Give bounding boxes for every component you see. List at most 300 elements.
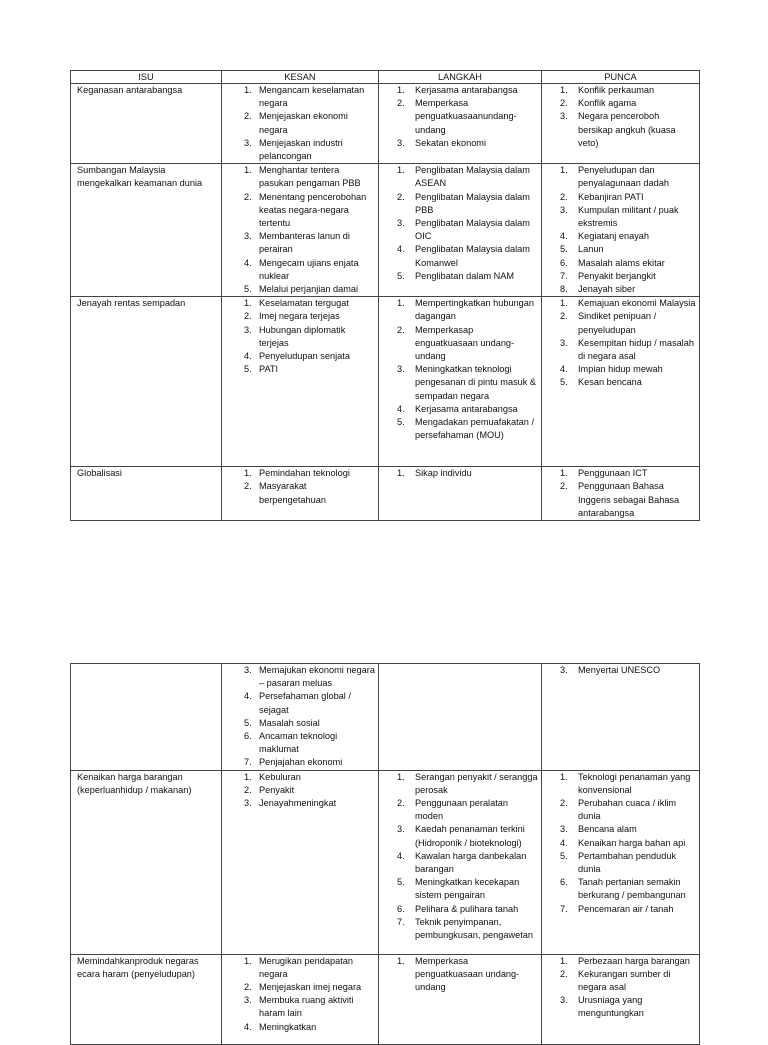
list-item xyxy=(545,191,696,204)
list-item xyxy=(545,467,696,480)
table-row xyxy=(71,664,700,771)
list-item xyxy=(545,204,696,230)
list-item xyxy=(225,981,375,994)
numbered-list xyxy=(225,664,375,770)
list-item xyxy=(545,837,696,850)
list-item xyxy=(545,771,696,797)
list-text: Menentang pencerobohan keatas negara-negara tertentu xyxy=(259,191,367,229)
list-number: 1. xyxy=(560,85,568,95)
list-item xyxy=(225,363,375,376)
list-text: Kawalan harga danbekalan barangan xyxy=(415,850,527,875)
list-text: Memperkasa penguatkuasaanundang-undang xyxy=(415,98,517,135)
list-text: Mengecam ujians enjata nuklear xyxy=(259,257,359,281)
list-text: Penglibatan Malaysia dalam Komanwel xyxy=(415,244,530,268)
list-text: Jenayahmeningkat xyxy=(259,798,337,809)
list-text: Kebanjiran PATI xyxy=(578,191,644,202)
list-number: 2. xyxy=(560,798,568,809)
cell-langkah xyxy=(379,84,542,164)
list-number: 1. xyxy=(397,468,405,479)
cell-kesan xyxy=(222,164,379,297)
list-item xyxy=(382,850,538,876)
list-text: Hubungan diplomatik terjejas xyxy=(259,324,346,348)
list-text: Menghantar tentera pasukan pengaman PBB xyxy=(259,165,361,189)
list-text: Kebuluran xyxy=(259,771,301,782)
list-text: Kumpulan militant / puak ekstremis xyxy=(578,204,679,229)
numbered-list xyxy=(382,467,538,480)
list-number: 6. xyxy=(560,257,568,268)
list-item xyxy=(225,84,375,110)
list-text: Kaedah penanaman terkini (Hidroponik / bioteknologi) xyxy=(415,824,525,848)
list-number: 2. xyxy=(244,111,252,122)
list-number: 4. xyxy=(560,231,568,242)
cell-isu xyxy=(71,954,222,1044)
list-text: Urusniaga yang menguntungkan xyxy=(578,995,644,1019)
list-text: Melalui perjanjian damai xyxy=(259,284,359,295)
list-item xyxy=(545,955,696,968)
list-item xyxy=(382,217,538,243)
list-item xyxy=(382,324,538,364)
cell-langkah xyxy=(379,467,542,521)
list-number: 3. xyxy=(560,995,568,1006)
list-item xyxy=(382,363,538,403)
list-text: Tanah pertanian semakin berkurang / pembangunan xyxy=(578,877,686,901)
list-number: 3. xyxy=(397,364,405,375)
list-item xyxy=(382,876,538,902)
numbered-list xyxy=(545,297,696,389)
list-number: 8. xyxy=(560,284,568,295)
issue-table-top xyxy=(70,70,700,521)
list-item xyxy=(225,297,375,310)
list-number: 1. xyxy=(560,298,568,309)
list-text: Kegiatanj enayah xyxy=(578,231,650,242)
list-text: Menjejaskan industri pelancongan xyxy=(259,137,343,162)
cell-langkah xyxy=(379,164,542,297)
isu-text: Jenayah rentas sempadan xyxy=(77,298,186,309)
list-number: 2. xyxy=(560,98,568,109)
cell-isu xyxy=(71,84,222,164)
list-text: Kenaikan harga bahan api xyxy=(578,837,686,848)
numbered-list xyxy=(545,467,696,520)
list-text: Bencana alam xyxy=(578,824,637,835)
cell-punca xyxy=(542,770,700,954)
list-number: 4. xyxy=(397,244,405,255)
list-number: 2. xyxy=(560,311,568,322)
numbered-list xyxy=(225,955,375,1034)
list-text: Masalah alams ekitar xyxy=(578,257,665,268)
list-number: 7. xyxy=(244,757,252,768)
list-number: 4. xyxy=(244,351,252,362)
list-item xyxy=(545,337,696,363)
list-text: Kekurangan sumber di negara asal xyxy=(578,968,671,993)
numbered-list xyxy=(545,84,696,150)
cell-isu xyxy=(71,770,222,954)
list-number: 2. xyxy=(397,324,405,335)
cell-kesan xyxy=(222,664,379,771)
list-number: 1. xyxy=(560,955,568,966)
list-number: 4. xyxy=(244,691,252,702)
list-item xyxy=(382,916,538,942)
list-text: Jenayah siber xyxy=(578,284,636,295)
cell-isu xyxy=(71,467,222,521)
list-item xyxy=(545,363,696,376)
isu-text: Sumbangan Malaysia mengekalkan keamanan dunia xyxy=(77,165,203,189)
list-number: 2. xyxy=(397,798,405,809)
list-item xyxy=(545,243,696,256)
list-text: Memajukan ekonomi negara – pasaran meluas xyxy=(259,665,375,689)
list-text: Kerjasama antarabangsa xyxy=(415,403,518,414)
list-text: Menjejaskan imej negara xyxy=(259,982,362,993)
list-item xyxy=(382,97,538,137)
list-item xyxy=(225,1021,375,1034)
list-number: 1. xyxy=(560,165,568,176)
list-item xyxy=(225,784,375,797)
cell-isu xyxy=(71,297,222,467)
list-item xyxy=(545,84,696,97)
list-text: Negara penceroboh bersikap angkuh (kuasa veto) xyxy=(578,111,676,148)
list-item xyxy=(545,664,696,677)
list-text: Serangan penyakit / serangga perosak xyxy=(415,771,538,795)
list-text: Menjejaskan ekonomi negara xyxy=(259,111,348,135)
list-text: Kemajuan ekonomi Malaysia xyxy=(578,298,696,309)
list-number: 2. xyxy=(244,784,252,795)
list-item xyxy=(382,164,538,190)
list-text: Perubahan cuaca / iklim dunia xyxy=(578,798,677,822)
list-text: Meningkatkan xyxy=(259,1021,317,1032)
list-text: Imej negara terjejas xyxy=(259,311,340,322)
list-number: 2. xyxy=(560,481,568,492)
list-number: 3. xyxy=(244,324,252,335)
list-item xyxy=(545,97,696,110)
list-text: Penglibatan dalam NAM xyxy=(415,270,515,281)
list-item xyxy=(545,257,696,270)
header-kesan: KESAN xyxy=(222,71,379,84)
list-number: 4. xyxy=(397,850,405,861)
list-number: 3. xyxy=(560,665,568,675)
list-text: Penyakit xyxy=(259,784,295,795)
list-text: Membanteras lanun di perairan xyxy=(259,231,350,255)
isu-text: Kenaikan harga barangan (keperluanhidup / makanan) xyxy=(77,771,192,795)
cell-punca xyxy=(542,467,700,521)
list-number: 5. xyxy=(397,877,405,888)
list-text: Sekatan ekonomi xyxy=(415,137,486,148)
list-text: Penyeludupan dan penyalagunaan dadah xyxy=(578,165,669,189)
list-text: Konflik perkauman xyxy=(578,85,655,95)
list-item xyxy=(382,270,538,283)
list-number: 1. xyxy=(397,955,405,966)
list-text: Penggunaan ICT xyxy=(578,468,648,479)
cell-kesan xyxy=(222,297,379,467)
cell-punca xyxy=(542,297,700,467)
list-number: 7. xyxy=(560,270,568,281)
numbered-list xyxy=(225,467,375,507)
list-item xyxy=(545,876,696,902)
list-number: 5. xyxy=(397,417,405,428)
list-number: 2. xyxy=(244,481,252,492)
list-number: 5. xyxy=(560,377,568,388)
cell-kesan xyxy=(222,954,379,1044)
list-text: Pertambahan penduduk dunia xyxy=(578,850,677,875)
list-item xyxy=(225,310,375,323)
table-row xyxy=(71,297,700,467)
list-number: 1. xyxy=(244,85,252,95)
list-number: 5. xyxy=(244,717,252,728)
numbered-list xyxy=(545,664,696,677)
list-item xyxy=(225,664,375,690)
list-text: Penyeludupan senjata xyxy=(259,351,350,362)
list-item xyxy=(382,243,538,269)
list-item xyxy=(545,164,696,190)
list-text: Memperkasap enguatkuasaan undang-undang xyxy=(415,324,515,362)
list-item xyxy=(225,480,375,506)
list-item xyxy=(225,955,375,981)
list-text: Mengancam keselamatan negara xyxy=(259,85,365,109)
list-item xyxy=(225,164,375,190)
list-text: Perbezaan harga barangan xyxy=(578,955,690,966)
list-text: Masalah sosial xyxy=(259,717,320,728)
numbered-list xyxy=(382,955,538,995)
list-text: Ancaman teknologi maklumat xyxy=(259,731,338,755)
list-text: Meningkatkan teknologi pengesanan di pintu masuk & sempadan negara xyxy=(415,364,537,401)
list-text: Pemindahan teknologi xyxy=(259,468,350,479)
list-item xyxy=(545,230,696,243)
list-item xyxy=(225,756,375,769)
list-item xyxy=(545,376,696,389)
list-number: 3. xyxy=(560,824,568,835)
list-number: 1. xyxy=(397,771,405,782)
table-header-row xyxy=(71,71,700,84)
cell-punca xyxy=(542,664,700,771)
list-item xyxy=(225,350,375,363)
list-item xyxy=(382,84,538,97)
list-item xyxy=(225,690,375,716)
list-number: 6. xyxy=(244,731,252,742)
numbered-list xyxy=(225,84,375,163)
list-item xyxy=(382,297,538,323)
header-langkah: LANGKAH xyxy=(379,71,542,84)
list-item xyxy=(225,467,375,480)
cell-kesan xyxy=(222,467,379,521)
list-number: 3. xyxy=(560,337,568,348)
list-number: 2. xyxy=(560,191,568,202)
cell-langkah xyxy=(379,770,542,954)
list-number: 3. xyxy=(244,231,252,242)
list-text: Mengadakan pemuafakatan / persefahaman (MOU) xyxy=(415,417,535,441)
list-text: Penyakit berjangkit xyxy=(578,270,656,281)
list-text: Kesan bencana xyxy=(578,377,642,388)
cell-kesan xyxy=(222,84,379,164)
list-text: Membuka ruang aktiviti haram lain xyxy=(259,995,354,1019)
list-text: PATI xyxy=(259,364,279,375)
list-item xyxy=(545,297,696,310)
list-item xyxy=(225,137,375,163)
numbered-list xyxy=(382,84,538,150)
numbered-list xyxy=(545,771,696,916)
list-item xyxy=(225,797,375,810)
list-text: Pelihara & pulihara tanah xyxy=(415,903,519,914)
list-item xyxy=(382,955,538,995)
list-number: 2. xyxy=(397,191,405,202)
cell-kesan xyxy=(222,770,379,954)
cell-langkah xyxy=(379,954,542,1044)
list-text: Penglibatan Malaysia dalam OIC xyxy=(415,218,530,242)
list-number: 2. xyxy=(244,311,252,322)
list-text: Teknik penyimpanan, pembungkusan, pengawetan xyxy=(415,916,533,941)
issue-table-bottom xyxy=(70,663,700,1045)
list-item xyxy=(545,270,696,283)
list-item xyxy=(382,771,538,797)
list-text: Sikap individu xyxy=(415,468,472,479)
list-number: 3. xyxy=(397,218,405,229)
list-number: 5. xyxy=(397,270,405,281)
list-number: 1. xyxy=(244,771,252,782)
list-text: Persefahaman global / sejagat xyxy=(259,691,351,715)
numbered-list xyxy=(382,297,538,442)
list-text: Menyertai UNESCO xyxy=(578,665,661,675)
list-item xyxy=(225,717,375,730)
list-item xyxy=(545,968,696,994)
list-text: Meningkatkan kecekapan sistem pengairan xyxy=(415,877,520,901)
list-number: 3. xyxy=(244,665,252,675)
list-number: 1. xyxy=(397,298,405,309)
list-text: Keselamatan tergugat xyxy=(259,298,349,309)
list-item xyxy=(225,191,375,231)
cell-punca xyxy=(542,954,700,1044)
cell-isu xyxy=(71,664,222,771)
header-isu: ISU xyxy=(71,71,222,84)
cell-langkah xyxy=(379,664,542,771)
list-item xyxy=(545,903,696,916)
list-number: 5. xyxy=(244,364,252,375)
list-text: Kesempitan hidup / masalah di negara asal xyxy=(578,337,694,362)
isu-text: Memindahkanproduk negaras ecara haram (penyeludupan) xyxy=(77,955,199,979)
list-number: 3. xyxy=(244,798,252,809)
list-text: Kerjasama antarabangsa xyxy=(415,85,518,95)
list-number: 1. xyxy=(244,165,252,176)
list-number: 1. xyxy=(244,298,252,309)
list-text: Merugikan pendapatan negara xyxy=(259,955,353,979)
list-text: Masyarakat berpengetahuan xyxy=(259,481,326,505)
list-item xyxy=(225,324,375,350)
list-text: Penglibatan Malaysia dalam PBB xyxy=(415,191,530,215)
isu-text: Keganasan antarabangsa xyxy=(77,85,183,95)
list-number: 2. xyxy=(244,191,252,202)
list-item xyxy=(225,283,375,296)
list-number: 4. xyxy=(244,1021,252,1032)
list-number: 3. xyxy=(244,995,252,1006)
list-text: Mempertingkatkan hubungan dagangan xyxy=(415,298,535,322)
list-number: 4. xyxy=(397,403,405,414)
list-item xyxy=(382,797,538,823)
list-item xyxy=(382,403,538,416)
list-item xyxy=(382,823,538,849)
list-number: 2. xyxy=(397,98,405,109)
list-number: 3. xyxy=(560,204,568,215)
list-item xyxy=(382,137,538,150)
list-number: 3. xyxy=(397,824,405,835)
list-text: Sindiket penipuan / penyeludupan xyxy=(578,311,657,335)
list-item xyxy=(225,257,375,283)
list-text: Penggunaan Bahasa Inggeris sebagai Bahasa antarabangsa xyxy=(578,481,680,518)
list-item xyxy=(225,110,375,136)
list-text: Lanun xyxy=(578,244,604,255)
list-number: 1. xyxy=(560,468,568,479)
list-number: 5. xyxy=(560,244,568,255)
list-item xyxy=(545,797,696,823)
list-text: Penjajahan ekonomi xyxy=(259,757,343,768)
list-number: 5. xyxy=(560,850,568,861)
list-item xyxy=(225,994,375,1020)
list-number: 2. xyxy=(244,982,252,993)
cell-punca xyxy=(542,164,700,297)
list-number: 1. xyxy=(244,955,252,966)
isu-text: Globalisasi xyxy=(77,468,122,479)
numbered-list xyxy=(545,955,696,1021)
cell-langkah xyxy=(379,297,542,467)
table-row xyxy=(71,84,700,164)
list-item xyxy=(225,230,375,256)
list-text: Konflik agama xyxy=(578,98,637,109)
list-number: 1. xyxy=(560,771,568,782)
list-number: 4. xyxy=(560,837,568,848)
list-item xyxy=(225,771,375,784)
list-item xyxy=(545,823,696,836)
numbered-list xyxy=(382,771,538,943)
list-item xyxy=(382,903,538,916)
list-number: 7. xyxy=(560,903,568,914)
list-item xyxy=(545,283,696,296)
header-punca: PUNCA xyxy=(542,71,700,84)
list-number: 4. xyxy=(560,364,568,375)
list-number: 3. xyxy=(244,137,252,148)
list-text: Teknologi penanaman yang konvensional xyxy=(578,771,691,795)
numbered-list xyxy=(382,164,538,283)
list-number: 6. xyxy=(397,903,405,914)
table-row xyxy=(71,467,700,521)
list-item xyxy=(225,730,375,756)
list-number: 5. xyxy=(244,284,252,295)
cell-punca xyxy=(542,84,700,164)
list-number: 4. xyxy=(244,257,252,268)
numbered-list xyxy=(545,164,696,296)
list-number: 1. xyxy=(397,85,405,95)
cell-isu xyxy=(71,164,222,297)
list-number: 1. xyxy=(397,165,405,176)
list-text: Penggunaan peralatan moden xyxy=(415,798,508,822)
list-text: Pencemaran air / tanah xyxy=(578,903,674,914)
list-item xyxy=(545,850,696,876)
list-item xyxy=(545,310,696,336)
list-item xyxy=(382,467,538,480)
list-item xyxy=(545,994,696,1020)
list-text: Penglibatan Malaysia dalam ASEAN xyxy=(415,165,530,189)
numbered-list xyxy=(225,771,375,811)
list-number: 7. xyxy=(397,916,405,927)
list-number: 6. xyxy=(560,877,568,888)
list-number: 2. xyxy=(560,968,568,979)
table-row xyxy=(71,770,700,954)
table-row xyxy=(71,954,700,1044)
list-number: 3. xyxy=(560,111,568,122)
list-item xyxy=(545,110,696,150)
list-item xyxy=(382,416,538,442)
list-item xyxy=(545,480,696,520)
numbered-list xyxy=(225,164,375,296)
list-item xyxy=(382,191,538,217)
list-text: Memperkasa penguatkuasaan undang-undang xyxy=(415,955,520,993)
table-row xyxy=(71,164,700,297)
list-text: Impian hidup mewah xyxy=(578,364,663,375)
numbered-list xyxy=(225,297,375,376)
